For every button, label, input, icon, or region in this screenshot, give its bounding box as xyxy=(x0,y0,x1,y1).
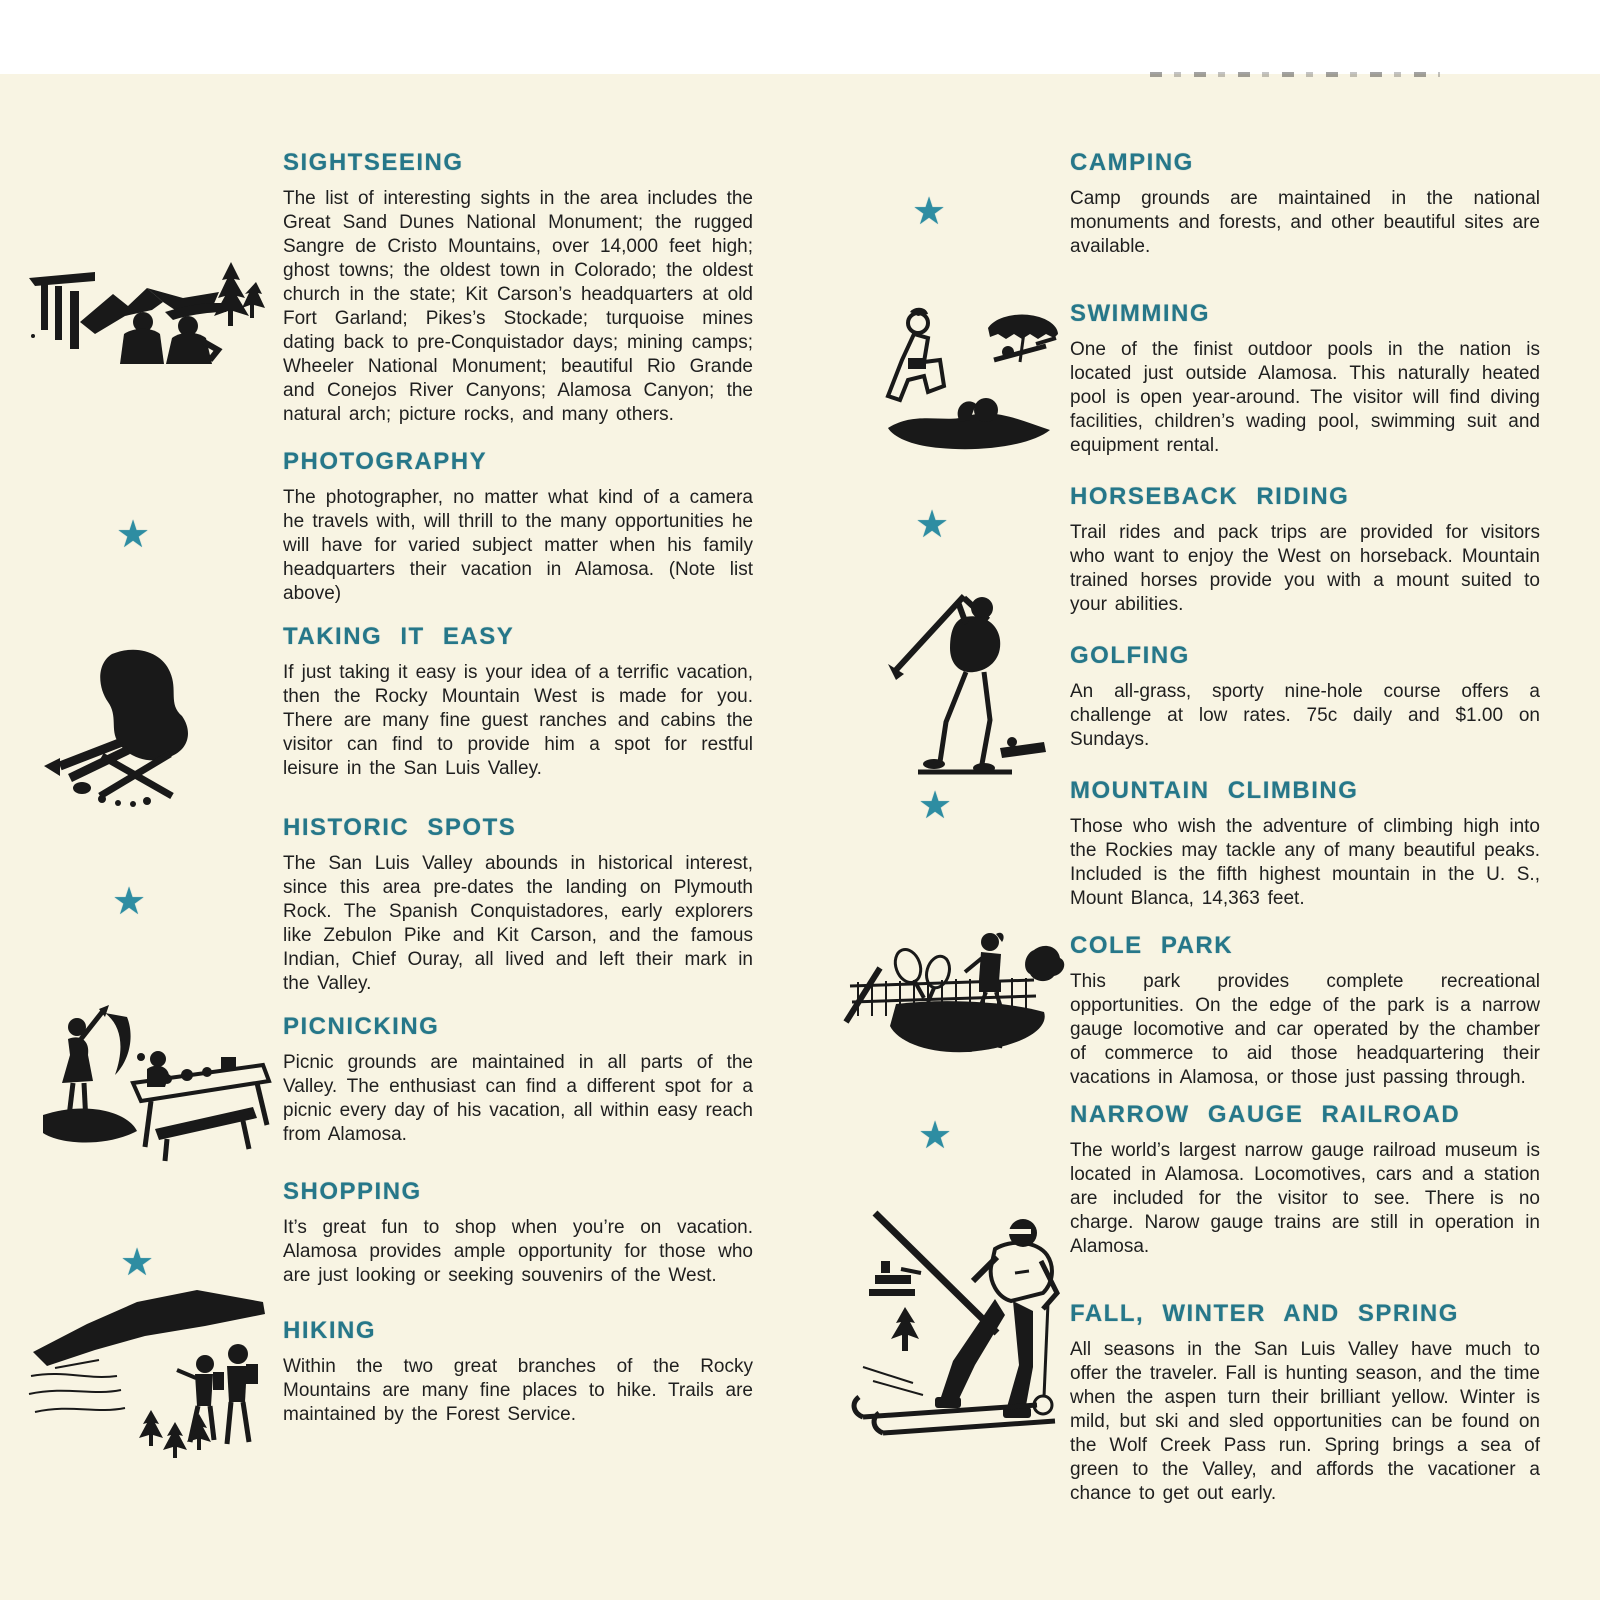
section-body: Within the two great branches of the Rocky Mountains are many fine places to hike. Trails are maintained by the Forest Service. xyxy=(283,1356,753,1425)
section-body: Those who wish the adventure of climbing high into the Rockies may tackle any of many beautiful peaks. Included is the fifth highest mountain in the U. S., Mount Blanca, 14,363 feet. xyxy=(1070,816,1540,909)
section-body: Camp grounds are maintained in the national monuments and forests, and other beautiful sites are available. xyxy=(1070,188,1540,257)
section-heading: TAKING IT EASY xyxy=(283,623,515,650)
section-body: The photographer, no matter what kind of a camera he travels with, will thrill to the many opportunities he will have for varied subject matter when his family headquarters their vacation in Alamosa. (Note list above) xyxy=(283,487,753,604)
section-heading: HIKING xyxy=(283,1317,376,1344)
section-heading: HORSEBACK RIDING xyxy=(1070,483,1350,510)
star-icon: ★ xyxy=(918,783,953,827)
section-camping xyxy=(1070,148,1540,259)
section-body: Trail rides and pack trips are provided for visitors who want to enjoy the West on horseback. Mountain trained horses provide you with a mount suited to your abilities. xyxy=(1070,522,1540,615)
section-heading: MOUNTAIN CLIMBING xyxy=(1070,777,1359,804)
print-showthrough-marks xyxy=(1150,72,1440,77)
lounge-chair-relaxing-illustration xyxy=(40,638,220,810)
section-heading: PICNICKING xyxy=(283,1013,440,1040)
section-heading: SHOPPING xyxy=(283,1178,422,1205)
section-body: All seasons in the San Luis Valley have much to offer the traveler. Fall is hunting season, and the time when the aspen turn their brilliant yellow. Winter is mild, but ski and sled opportunities can be found on the Wolf Creek Pass run. Spring brings a sea of green to the Valley, and affords the vacationer a chance to get out early. xyxy=(1070,1339,1540,1504)
section-body: The San Luis Valley abounds in historical interest, since this area pre-dates the landing on Plymouth Rock. The Spanish Conquistadores, early explorers like Zebulon Pike and Kit Carson, and the famous Indian, Chief Ouray, all lived and left their mark in the Valley. xyxy=(283,853,753,994)
section-body: Picnic grounds are maintained in all parts of the Valley. The enthusiast can find a different spot for a picnic every day of his vacation, all within easy reach from Alamosa. xyxy=(283,1052,753,1145)
section-taking-it-easy xyxy=(283,622,753,781)
section-heading: COLE PARK xyxy=(1070,932,1234,959)
page-top-margin xyxy=(0,0,1600,74)
skier-illustration xyxy=(845,1185,1083,1443)
mountain-sightseeing-illustration xyxy=(25,248,265,393)
section-photography xyxy=(283,447,753,606)
section-sightseeing xyxy=(283,148,753,427)
section-mountain-climbing xyxy=(1070,776,1540,911)
section-heading: HISTORIC SPOTS xyxy=(283,814,517,841)
section-heading: SWIMMING xyxy=(1070,300,1210,327)
section-body: One of the finist outdoor pools in the nation is located just outside Alamosa. This naturally heated pool is open year-around. The visitor will find diving facilities, children’s wading pool, swimming suit and equipment rental. xyxy=(1070,339,1540,456)
cole-park-fence-illustration xyxy=(838,900,1066,1072)
section-heading: FALL, WINTER AND SPRING xyxy=(1070,1300,1459,1327)
section-heading: NARROW GAUGE RAILROAD xyxy=(1070,1101,1461,1128)
section-body: The list of interesting sights in the area includes the Great Sand Dunes National Monument; the rugged Sangre de Cristo Mountains, over 14,000 feet high; ghost towns; the oldest town in Colorado; the oldest church in the state; Kit Carson’s headquarters at old Fort Garland; Pikes’s Stockade; turquoise mines dating back to pre-Conquistador days; mining camps; Wheeler National Monument; beautiful Rio Grande and Conejos River Canyons; Alamosa Canyon; the natural arch; picture rocks, and many others. xyxy=(283,188,753,425)
section-fall-winter-and-spring xyxy=(1070,1299,1540,1506)
pool-swimming-illustration xyxy=(858,298,1068,468)
star-icon: ★ xyxy=(918,1113,953,1157)
section-shopping xyxy=(283,1177,753,1288)
golfer-swing-illustration xyxy=(862,572,1057,777)
right-text-column xyxy=(1070,148,1540,1506)
section-body: This park provides complete recreational opportunities. On the edge of the park is a narrow gauge locomotive and car operated by the chamber of commerce to aid those headquartering their vacations in Alamosa, or those just passing through. xyxy=(1070,971,1540,1088)
star-icon: ★ xyxy=(116,512,151,556)
picnic-table-illustration xyxy=(15,995,275,1175)
section-body: If just taking it easy is your idea of a terrific vacation, then the Rocky Mountain West is made for you. There are many fine guest ranches and cabins the visitor can find to provide him a spot for restful leisure in the San Luis Valley. xyxy=(283,662,753,779)
section-narrow-gauge-railroad xyxy=(1070,1100,1540,1259)
section-body: An all-grass, sporty nine-hole course offers a challenge at low rates. 75c daily and $1.00 on Sundays. xyxy=(1070,681,1540,750)
left-text-column xyxy=(283,148,753,1427)
section-swimming xyxy=(1070,299,1540,458)
section-heading: SIGHTSEEING xyxy=(283,149,464,176)
section-hiking xyxy=(283,1316,753,1427)
star-icon: ★ xyxy=(112,879,147,923)
section-heading: PHOTOGRAPHY xyxy=(283,448,488,475)
hikers-and-mountains-illustration xyxy=(25,1272,275,1462)
star-icon: ★ xyxy=(120,1240,155,1284)
section-picnicking xyxy=(283,1012,753,1147)
section-historic-spots xyxy=(283,813,753,996)
star-icon: ★ xyxy=(915,502,950,546)
section-body: It’s great fun to shop when you’re on vacation. Alamosa provides ample opportunity for those who are just looking or seeking souvenirs of the West. xyxy=(283,1217,753,1286)
section-cole-park xyxy=(1070,931,1540,1090)
section-golfing xyxy=(1070,641,1540,752)
star-icon: ★ xyxy=(912,189,947,233)
section-heading: GOLFING xyxy=(1070,642,1190,669)
section-horseback-riding xyxy=(1070,482,1540,617)
section-heading: CAMPING xyxy=(1070,149,1194,176)
section-body: The world’s largest narrow gauge railroad museum is located in Alamosa. Locomotives, cars and a station are included for the visitor to see. There is no charge. Narow gauge trains are still in operation in Alamosa. xyxy=(1070,1140,1540,1257)
